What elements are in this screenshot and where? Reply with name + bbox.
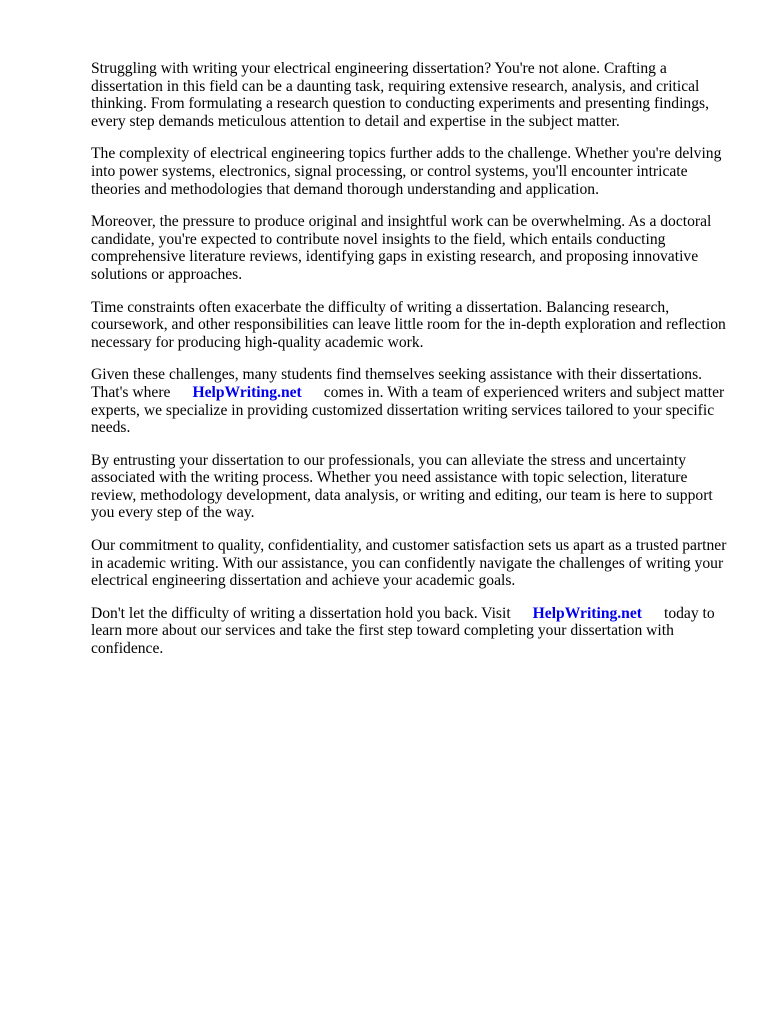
- paragraph-time-constraints: Time constraints often exacerbate the difficulty of writing a dissertation. Balancing research, coursework, and other responsibilities can leave little room for the in-depth exploration and reflection necessary for producing high-quality academic work.: [91, 298, 726, 351]
- paragraph-assistance-before: Given these challenges, many students find themselves seeking assistance with their dissertations. That's where: [91, 366, 703, 401]
- paragraph-closing-before: Don't let the difficulty of writing a dissertation hold you back. Visit: [91, 604, 511, 622]
- paragraph-closing-after: today to learn more about our services and take the first step toward completing your dissertation with confidence.: [91, 604, 715, 658]
- helpwriting-link-2[interactable]: HelpWriting.net: [532, 604, 642, 622]
- paragraph-commitment: Our commitment to quality, confidentiality, and customer satisfaction sets us apart as a trusted partner in academic writing. With our assistance, you can confidently navigate the challenges of writing your electrical engineering dissertation and achieve your academic goals.: [91, 537, 727, 590]
- paragraph-complexity: The complexity of electrical engineering topics further adds to the challenge. Whether you're delving into power systems, electronics, signal processing, or control systems, you'll encounter intricate theories and methodologies that demand thorough understanding and application.: [91, 145, 722, 198]
- helpwriting-link-1[interactable]: HelpWriting.net: [192, 383, 302, 401]
- paragraph-pressure: Moreover, the pressure to produce original and insightful work can be overwhelming. As a doctoral candidate, you're expected to contribute novel insights to the field, which entails conducting comprehensive literature reviews, identifying gaps in existing research, and proposing innovative solutions or approaches.: [91, 213, 712, 283]
- paragraph-intro: Struggling with writing your electrical engineering dissertation? You're not alone. Crafting a dissertation in this field can be a daunting task, requiring extensive research, analysis, and critical thinking. From formulating a research question to conducting experiments and presenting findings, every step demands meticulous attention to detail and expertise in the subject matter.: [91, 60, 709, 130]
- paragraph-assistance: [91, 366, 728, 436]
- paragraph-closing: [91, 605, 728, 658]
- paragraph-assistance-after: comes in. With a team of experienced writers and subject matter experts, we specialize in providing customized dissertation writing services tailored to your specific needs.: [91, 383, 725, 437]
- paragraph-entrusting: By entrusting your dissertation to our professionals, you can alleviate the stress and uncertainty associated with the writing process. Whether you need assistance with topic selection, literature review, methodology development, data analysis, or writing and editing, our team is here to support you every step of the way.: [91, 451, 713, 522]
